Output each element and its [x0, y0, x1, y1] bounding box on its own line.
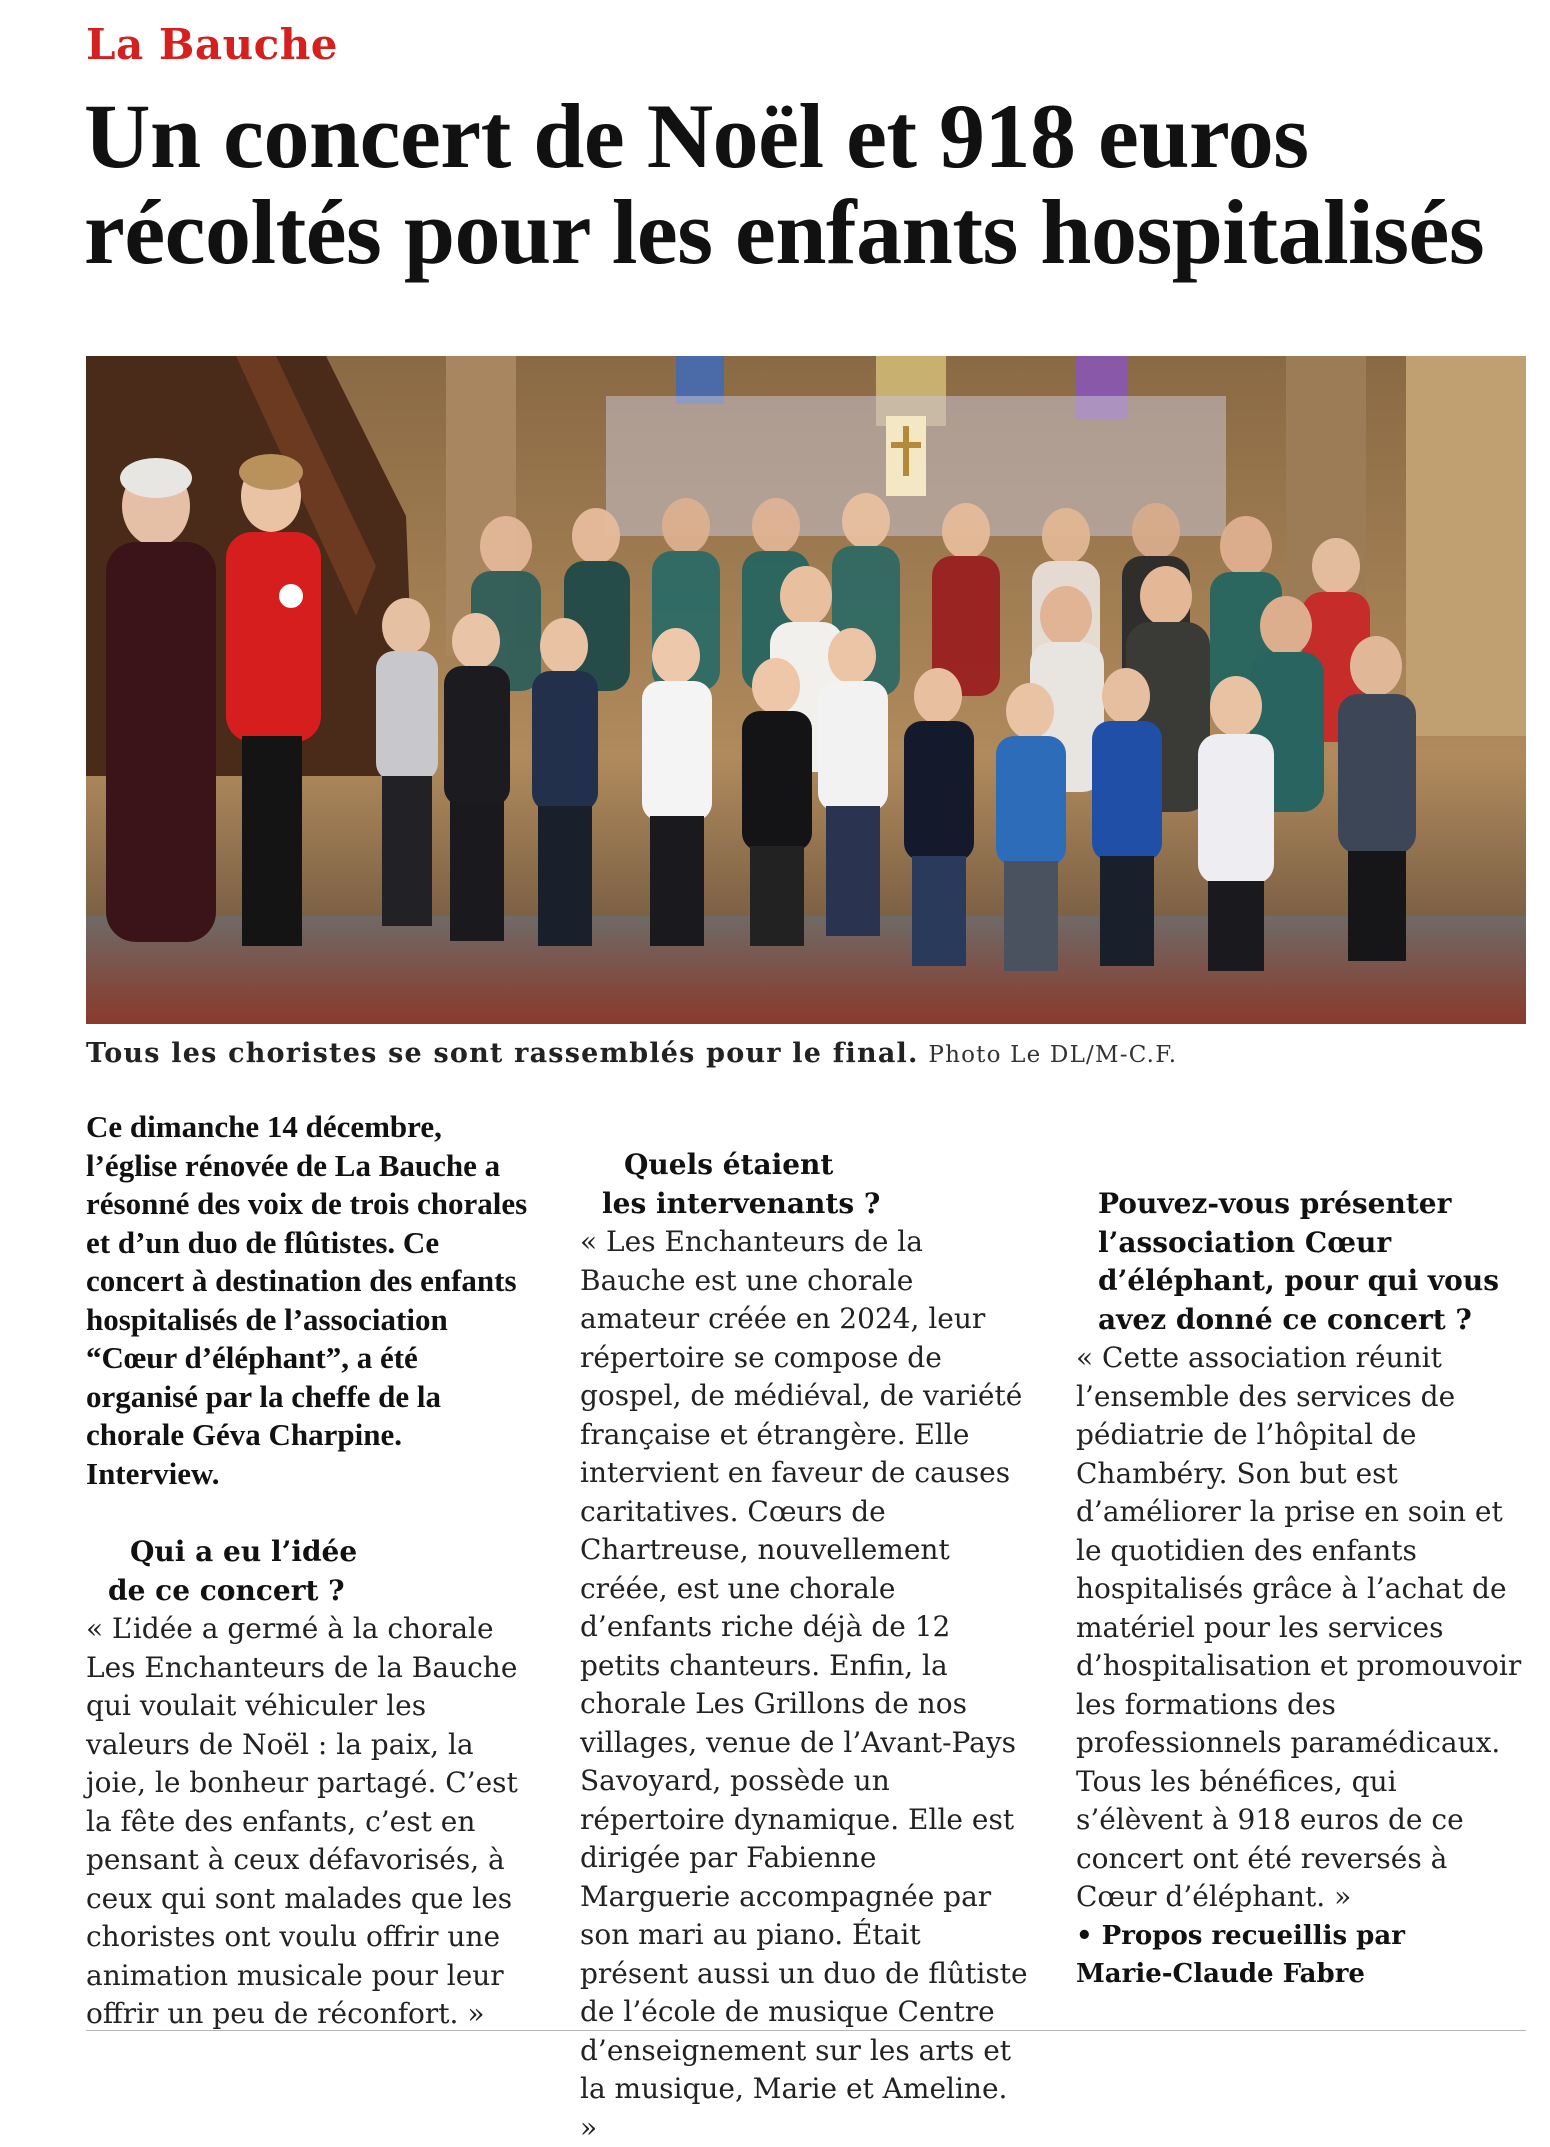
bottom-rule — [86, 2030, 1526, 2031]
question-2-line-1: Quels étaient — [624, 1148, 834, 1181]
photo-credit: Photo Le DL/M-C.F. — [928, 1042, 1178, 1068]
headline-line-1: Un concert de Noël et 918 euros — [84, 85, 1309, 187]
column-1 — [86, 1108, 536, 2034]
answer-1: « L’idée a germé à la chorale Les Enchanteurs de la Bauche qui voulait véhiculer les valeurs de Noël : la paix, la joie, le bonheur partagé. C’est la fête des enfants, c’est en pensant à ceux défavorisés, à ceux qui sont malades que les choristes ont voulu offrir une animation musicale pour leur offrir un peu de réconfort. » — [86, 1612, 518, 2030]
question-3: Pouvez-vous présenter l’association Cœur d’éléphant, pour qui vous avez donné ce concert ? — [1098, 1187, 1499, 1336]
headline — [84, 85, 1534, 283]
caption-text: Tous les choristes se sont rassemblés pour le final. — [86, 1038, 919, 1069]
question-2-line-2: les intervenants ? — [602, 1186, 881, 1220]
question-1-line-2: de ce concert ? — [108, 1573, 345, 1607]
column-2 — [580, 1108, 1030, 2147]
answer-3: « Cette association réunit l’ensemble des services de pédiatrie de l’hôpital de Chambéry. Son but est d’améliorer la prise en soin et le quotidien des enfants hospitalisés grâce à l’achat de matériel pour les services d’hospitalisation et promouvoir les formations des professionnels paramédicaux. Tous les bénéfices, qui s’élèvent à 918 euros de ce concert ont été reversés à Cœur d’éléphant. » — [1076, 1341, 1522, 1913]
photo-caption — [86, 1036, 1526, 1073]
signature-author: Marie-Claude Fabre — [1076, 1959, 1365, 1989]
choir-photo — [86, 356, 1526, 1024]
section-kicker: La Bauche — [86, 20, 338, 69]
question-1-line-1: Qui a eu l’idée — [130, 1535, 358, 1568]
column-3 — [1076, 1108, 1526, 1994]
headline-line-2: récoltés pour les enfants hospitalisés — [84, 181, 1485, 283]
answer-2: « Les Enchanteurs de la Bauche est une chorale amateur créée en 2024, leur répertoire se compose de gospel, de médiéval, de variété française et étrangère. Elle intervient en faveur de causes caritatives. Cœurs de Chartreuse, nouvellement créée, est une chorale d’enfants riche déjà de 12 petits chanteurs. Enfin, la chorale Les Grillons de nos villages, venue de l’Avant-Pays Savoyard, possède un répertoire dynamique. Elle est dirigée par Fabienne Marguerie accompagnée par son mari au piano. Était présent aussi un duo de flûtiste de l’école de musique Centre d’enseignement sur les arts et la musique, Marie et Ameline. » — [580, 1225, 1028, 2144]
signature-line-1: • Propos recueillis par — [1076, 1920, 1405, 1951]
lead-paragraph: Ce dimanche 14 décembre, l’église rénovée de La Bauche a résonné des voix de trois chorales et d’un duo de flûtistes. Ce concert à destination des enfants hospitalisés de l’association “Cœur d’éléphant”, a été organisé par la cheffe de la chorale Géva Charpine. Interview. — [86, 1109, 528, 1491]
choir-group-photo-illustration — [86, 356, 1526, 1024]
